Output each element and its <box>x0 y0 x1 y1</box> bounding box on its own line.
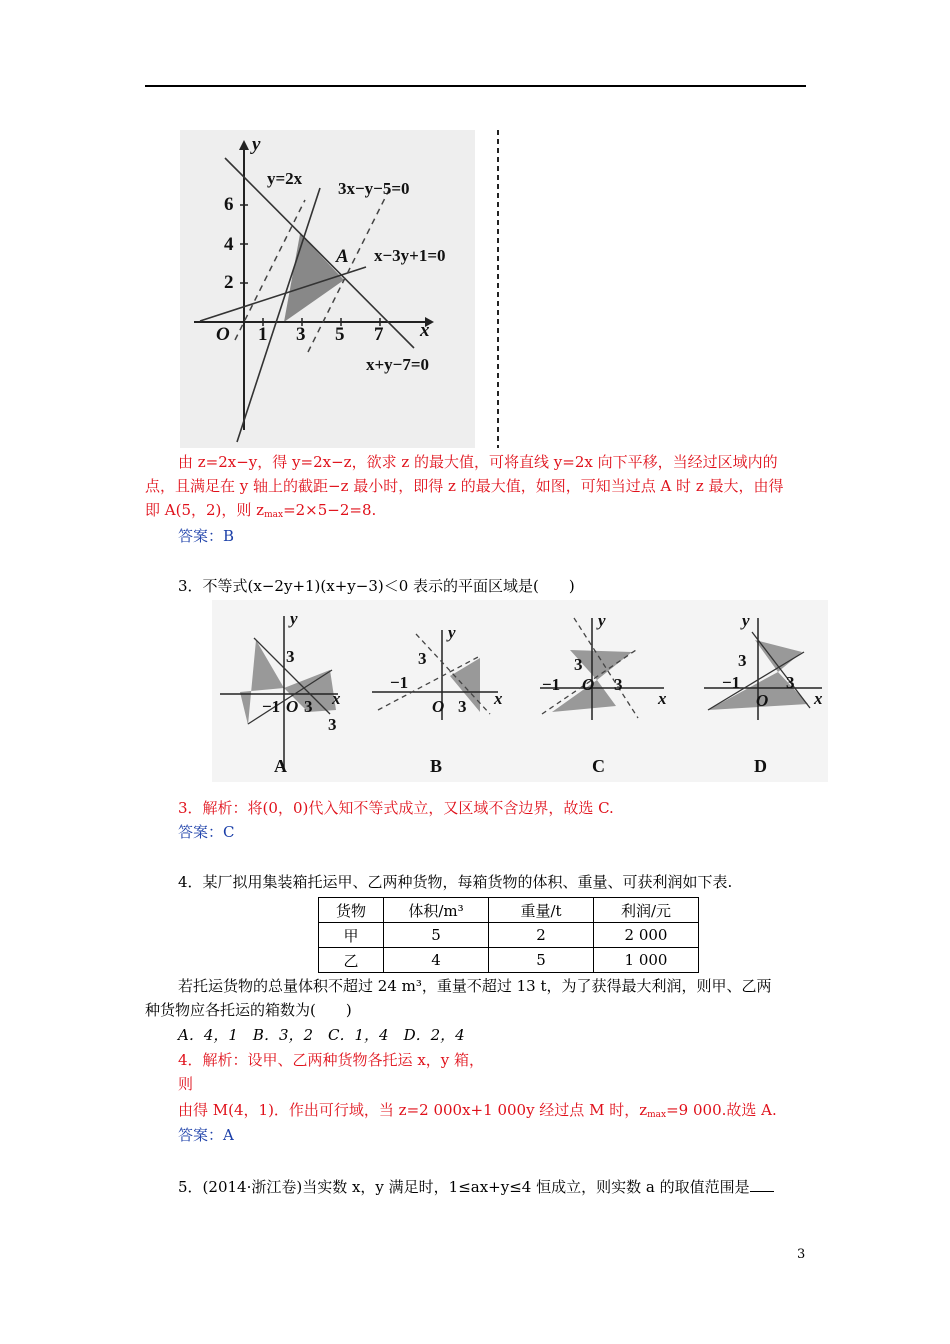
q3-d-y-label: y <box>742 611 750 630</box>
q3-d-label-neg1: −1 <box>722 673 741 692</box>
q4-solution-line2: 则 <box>178 1075 194 1093</box>
tick-label-x5: 5 <box>335 324 345 345</box>
table-header-cell: 利润/元 <box>594 898 699 923</box>
y-axis-label: y <box>252 134 261 155</box>
q4-solution-line1: 4．解析：设甲、乙两种货物各托运 x，y 箱， <box>178 1051 485 1069</box>
table-cell: 4 <box>384 948 489 973</box>
label-x+y-7: x+y−7=0 <box>366 355 430 374</box>
q3-b-label-neg1: −1 <box>390 673 409 692</box>
goods-table <box>318 897 699 973</box>
q3-c-label-neg1: −1 <box>542 675 561 694</box>
q4-question: 4．某厂拟用集装箱托运甲、乙两种货物，每箱货物的体积、重量、可获利润如下表. <box>178 873 733 891</box>
table-cell: 5 <box>489 948 594 973</box>
q3-solution: 3．解析：将(0，0)代入知不等式成立，又区域不含边界，故选 C. <box>178 799 614 817</box>
table-header-cell: 体积/m³ <box>384 898 489 923</box>
q2-answer: 答案：B <box>178 527 235 545</box>
q4-answer: 答案：A <box>178 1126 234 1144</box>
q3-c-label-o: O <box>582 675 595 694</box>
q3-a-label-3-top: 3 <box>286 647 295 666</box>
q3-a-y-label: y <box>290 609 298 628</box>
q3-d-x-label: x <box>814 689 823 708</box>
origin-label: O <box>216 324 230 345</box>
table-header-row <box>319 898 699 923</box>
q3-answer: 答案：C <box>178 823 235 841</box>
q3-d-label-o: O <box>756 691 769 710</box>
q3-b-x-label: x <box>494 689 503 708</box>
q3-d-label-3-top: 3 <box>738 651 747 670</box>
tick-label-y6: 6 <box>224 194 234 215</box>
q2-solution-line2: 点，且满足在 y 轴上的截距−z 最小时，即得 z 的最大值，如图，可知当过点 A 时 z 最大，由得 <box>145 477 784 495</box>
q3-b-label-o: O <box>432 697 445 716</box>
q3-c-y-label: y <box>598 611 606 630</box>
q2-solution-line3: 即 A(5，2)，则 $z_{max}=2\times 5-2=8$. <box>145 501 377 520</box>
table-header-cell: 货物 <box>319 898 384 923</box>
q3-b-letter: B <box>430 756 443 776</box>
q3-b-label-3-top: 3 <box>418 649 427 668</box>
table-cell: 2 000 <box>594 923 699 948</box>
table-row <box>319 948 699 973</box>
tick-label-x7: 7 <box>374 324 384 345</box>
q3-a-label-neg1: −1 <box>262 697 281 716</box>
q3-b-label-3-x: 3 <box>458 697 467 716</box>
page-number: 3 <box>797 1247 806 1262</box>
table-cell: 1 000 <box>594 948 699 973</box>
label-3x-y-5: 3x−y−5=0 <box>338 179 410 198</box>
q3-c-letter: C <box>592 756 605 776</box>
q3-a-x-label: x <box>332 689 341 708</box>
q3-d-letter: D <box>754 756 767 776</box>
figure-feasible-region <box>180 130 505 448</box>
q4-solution-line3: 由得 M(4，1)．作出可行域，当 z=2 000x+1 000y 经过点 M 时，$z_{max}=9$ 000.故选 A. <box>178 1101 777 1120</box>
label-y-2x: y=2x <box>267 169 303 188</box>
table-cell: 甲 <box>319 923 384 948</box>
table-header-cell: 重量/t <box>489 898 594 923</box>
x-axis-label: x <box>420 320 430 341</box>
tick-label-x3: 3 <box>296 324 306 345</box>
table-row <box>319 923 699 948</box>
q3-d-label-3-x: 3 <box>786 673 795 692</box>
q3-c-label-3-x: 3 <box>614 675 623 694</box>
q3-b-y-label: y <box>448 623 456 642</box>
table-cell: 乙 <box>319 948 384 973</box>
label-x-3y+1: x−3y+1=0 <box>374 246 446 265</box>
q3-c-x-label: x <box>658 689 667 708</box>
q3-question: 3．不等式(x−2y+1)(x+y−3)＜0 表示的平面区域是( ) <box>178 577 575 595</box>
table-cell: 2 <box>489 923 594 948</box>
q3-a-letter: A <box>274 756 287 776</box>
point-a-label: A <box>336 246 349 267</box>
q5-answer-blank[interactable] <box>750 1177 774 1192</box>
table-cell: 5 <box>384 923 489 948</box>
q3-options-figure <box>212 600 828 782</box>
q4-text-line1: 若托运货物的总量体积不超过 24 m³，重量不超过 13 t，为了获得最大利润，则甲、乙两 <box>178 977 772 995</box>
q3-c-label-3-top: 3 <box>574 655 583 674</box>
q3-a-label-3-x: 3 <box>304 697 313 716</box>
tick-label-x1: 1 <box>258 324 268 345</box>
tick-label-y4: 4 <box>224 234 234 255</box>
tick-label-y2: 2 <box>224 272 234 293</box>
q3-a-label-3-low: 3 <box>328 715 337 734</box>
q4-text-line2: 种货物应各托运的箱数为( ) <box>145 1001 352 1019</box>
q2-solution-line1: 由 z=2x−y，得 y=2x−z，欲求 z 的最大值，可将直线 y=2x 向下平移，当经过区域内的 <box>178 453 778 471</box>
q5-question: 5．(2014·浙江卷)当实数 x，y 满足时，1≤ax+y≤4 恒成立，则实数 a 的取值范围是 <box>178 1176 774 1198</box>
header-rule <box>145 85 806 87</box>
q3-a-label-o: O <box>286 697 299 716</box>
q4-options: A．4，1 B．3，2 C．1，4 D．2，4 <box>178 1026 465 1044</box>
